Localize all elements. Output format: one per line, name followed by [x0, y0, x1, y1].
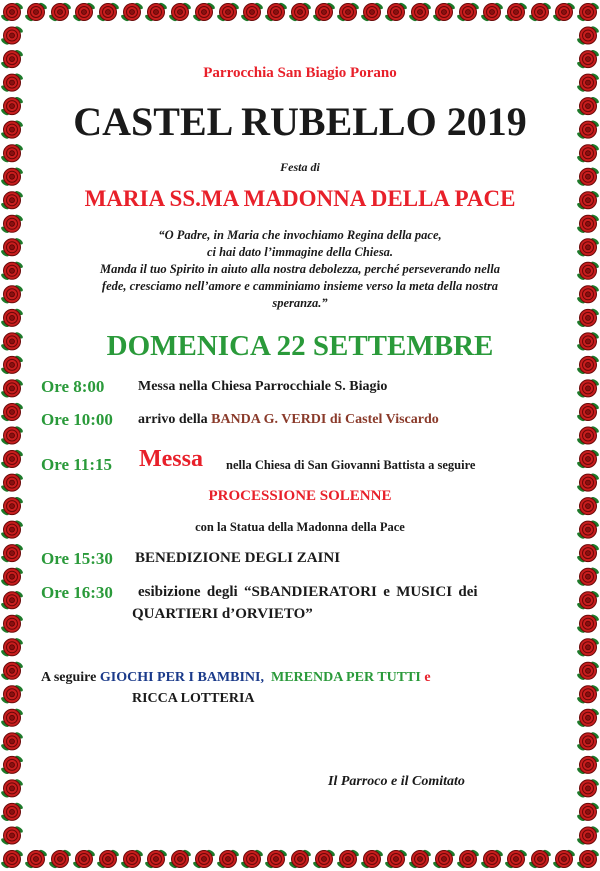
- red-rose-icon: [408, 2, 432, 23]
- red-rose-icon: [72, 2, 96, 23]
- red-rose-icon: [240, 2, 264, 23]
- red-rose-icon: [48, 849, 72, 870]
- red-rose-icon: [576, 637, 600, 658]
- red-rose-icon: [24, 2, 48, 23]
- red-rose-icon: [576, 684, 600, 705]
- red-rose-icon: [360, 849, 384, 870]
- red-rose-icon: [552, 849, 576, 870]
- red-rose-icon: [24, 849, 48, 870]
- festa-label: Festa di: [280, 160, 320, 174]
- red-rose-icon: [504, 849, 528, 870]
- red-rose-icon: [216, 849, 240, 870]
- prayer-line: fede, cresciamo nell’amore e camminiamo insieme verso la meta della nostra: [101, 279, 499, 293]
- prayer-text: [0, 227, 600, 312]
- red-rose-icon: [576, 2, 600, 23]
- red-rose-icon: [0, 2, 24, 23]
- event-time: Ore 15:30: [41, 549, 113, 568]
- red-rose-icon: [552, 2, 576, 23]
- red-rose-icon: [312, 2, 336, 23]
- red-rose-icon: [288, 849, 312, 870]
- red-rose-icon: [0, 755, 24, 776]
- red-rose-icon: [48, 2, 72, 23]
- red-rose-icon: [0, 825, 24, 846]
- red-rose-icon: [0, 402, 24, 423]
- closing-text: A seguire: [41, 670, 97, 685]
- red-rose-icon: [480, 849, 504, 870]
- red-rose-icon: [168, 2, 192, 23]
- red-rose-icon: [576, 566, 600, 587]
- red-rose-icon: [144, 2, 168, 23]
- red-rose-icon: [0, 778, 24, 799]
- prayer-line: speranza.”: [272, 296, 328, 310]
- red-rose-icon: [288, 2, 312, 23]
- red-rose-icon: [576, 590, 600, 611]
- red-rose-icon: [576, 25, 600, 46]
- red-rose-icon: [576, 378, 600, 399]
- red-rose-icon: [576, 802, 600, 823]
- event-time: Ore 16:30: [41, 583, 113, 602]
- event-description: [138, 412, 439, 428]
- red-rose-icon: [96, 849, 120, 870]
- prayer-line: “O Padre, in Maria che invochiamo Regina della pace,: [158, 228, 442, 242]
- red-rose-icon: [0, 25, 24, 46]
- red-rose-icon: [0, 684, 24, 705]
- red-rose-icon: [96, 2, 120, 23]
- red-rose-icon: [120, 849, 144, 870]
- red-rose-icon: [576, 778, 600, 799]
- closing-line: [41, 670, 431, 686]
- red-rose-icon: [72, 849, 96, 870]
- red-rose-icon: [0, 378, 24, 399]
- event-description: QUARTIERI d’ORVIETO”: [132, 606, 313, 622]
- red-rose-icon: [312, 849, 336, 870]
- red-rose-icon: [264, 849, 288, 870]
- red-rose-icon: [192, 849, 216, 870]
- red-rose-icon: [336, 2, 360, 23]
- red-rose-icon: [0, 707, 24, 728]
- event-description: esibizione degli “SBANDIERATORI e MUSICI dei: [138, 584, 478, 600]
- event-time: Ore 11:15: [41, 455, 112, 474]
- red-rose-icon: [0, 590, 24, 611]
- red-rose-icon: [336, 849, 360, 870]
- prayer-line: Manda il tuo Spirito in aiuto alla nostra debolezza, perché perseverando nella: [99, 262, 501, 276]
- mass-label: Messa: [139, 446, 203, 472]
- event-description: Messa nella Chiesa Parrocchiale S. Biagio: [138, 379, 388, 394]
- event-text: arrivo della: [138, 412, 212, 427]
- red-rose-icon: [264, 2, 288, 23]
- red-rose-icon: [144, 849, 168, 870]
- red-rose-icon: [576, 849, 600, 870]
- red-rose-icon: [576, 660, 600, 681]
- red-rose-icon: [576, 707, 600, 728]
- event-time: Ore 10:00: [41, 410, 113, 429]
- red-rose-icon: [168, 849, 192, 870]
- event-time: Ore 8:00: [41, 377, 105, 396]
- red-rose-icon: [504, 2, 528, 23]
- red-rose-icon: [0, 637, 24, 658]
- red-rose-icon: [0, 849, 24, 870]
- red-rose-icon: [456, 849, 480, 870]
- band-name: BANDA G. VERDI di Castel Viscardo: [211, 412, 439, 427]
- red-rose-icon: [0, 449, 24, 470]
- red-rose-icon: [0, 731, 24, 752]
- red-rose-icon: [576, 755, 600, 776]
- blessing-label: BENEDIZIONE DEGLI ZAINI: [135, 550, 341, 566]
- red-rose-icon: [456, 2, 480, 23]
- red-rose-icon: [432, 2, 456, 23]
- red-rose-icon: [384, 849, 408, 870]
- red-rose-icon: [528, 2, 552, 23]
- red-rose-icon: [0, 425, 24, 446]
- red-rose-icon: [480, 2, 504, 23]
- red-rose-icon: [528, 849, 552, 870]
- event-subtitle: MARIA SS.MA MADONNA DELLA PACE: [84, 186, 516, 211]
- red-rose-icon: [0, 802, 24, 823]
- red-rose-icon: [576, 402, 600, 423]
- red-rose-icon: [240, 849, 264, 870]
- closing-text: e: [424, 670, 431, 685]
- procession-label: PROCESSIONE SOLENNE: [208, 488, 392, 504]
- games-label: GIOCHI PER I BAMBINI,: [99, 670, 264, 685]
- snack-label: MERENDA PER TUTTI: [271, 670, 421, 685]
- lottery-label: RICCA LOTTERIA: [132, 691, 255, 706]
- event-title: CASTEL RUBELLO 2019: [73, 99, 527, 144]
- red-rose-icon: [576, 425, 600, 446]
- red-rose-icon: [0, 566, 24, 587]
- red-rose-icon: [192, 2, 216, 23]
- red-rose-icon: [0, 543, 24, 564]
- red-rose-icon: [576, 825, 600, 846]
- event-description: nella Chiesa di San Giovanni Battista a seguire: [226, 458, 476, 472]
- parish-name: Parrocchia San Biagio Porano: [203, 65, 397, 81]
- event-date: DOMENICA 22 SETTEMBRE: [106, 330, 494, 362]
- red-rose-icon: [576, 731, 600, 752]
- red-rose-icon: [0, 613, 24, 634]
- red-rose-icon: [0, 660, 24, 681]
- red-rose-icon: [576, 613, 600, 634]
- red-rose-icon: [576, 449, 600, 470]
- red-rose-icon: [216, 2, 240, 23]
- red-rose-icon: [384, 2, 408, 23]
- statue-note: con la Statua della Madonna della Pace: [195, 520, 405, 534]
- signature: Il Parroco e il Comitato: [328, 774, 465, 789]
- red-rose-icon: [408, 849, 432, 870]
- red-rose-icon: [432, 849, 456, 870]
- red-rose-icon: [120, 2, 144, 23]
- prayer-line: ci hai dato l’immagine della Chiesa.: [206, 245, 394, 259]
- red-rose-icon: [360, 2, 384, 23]
- red-rose-icon: [576, 543, 600, 564]
